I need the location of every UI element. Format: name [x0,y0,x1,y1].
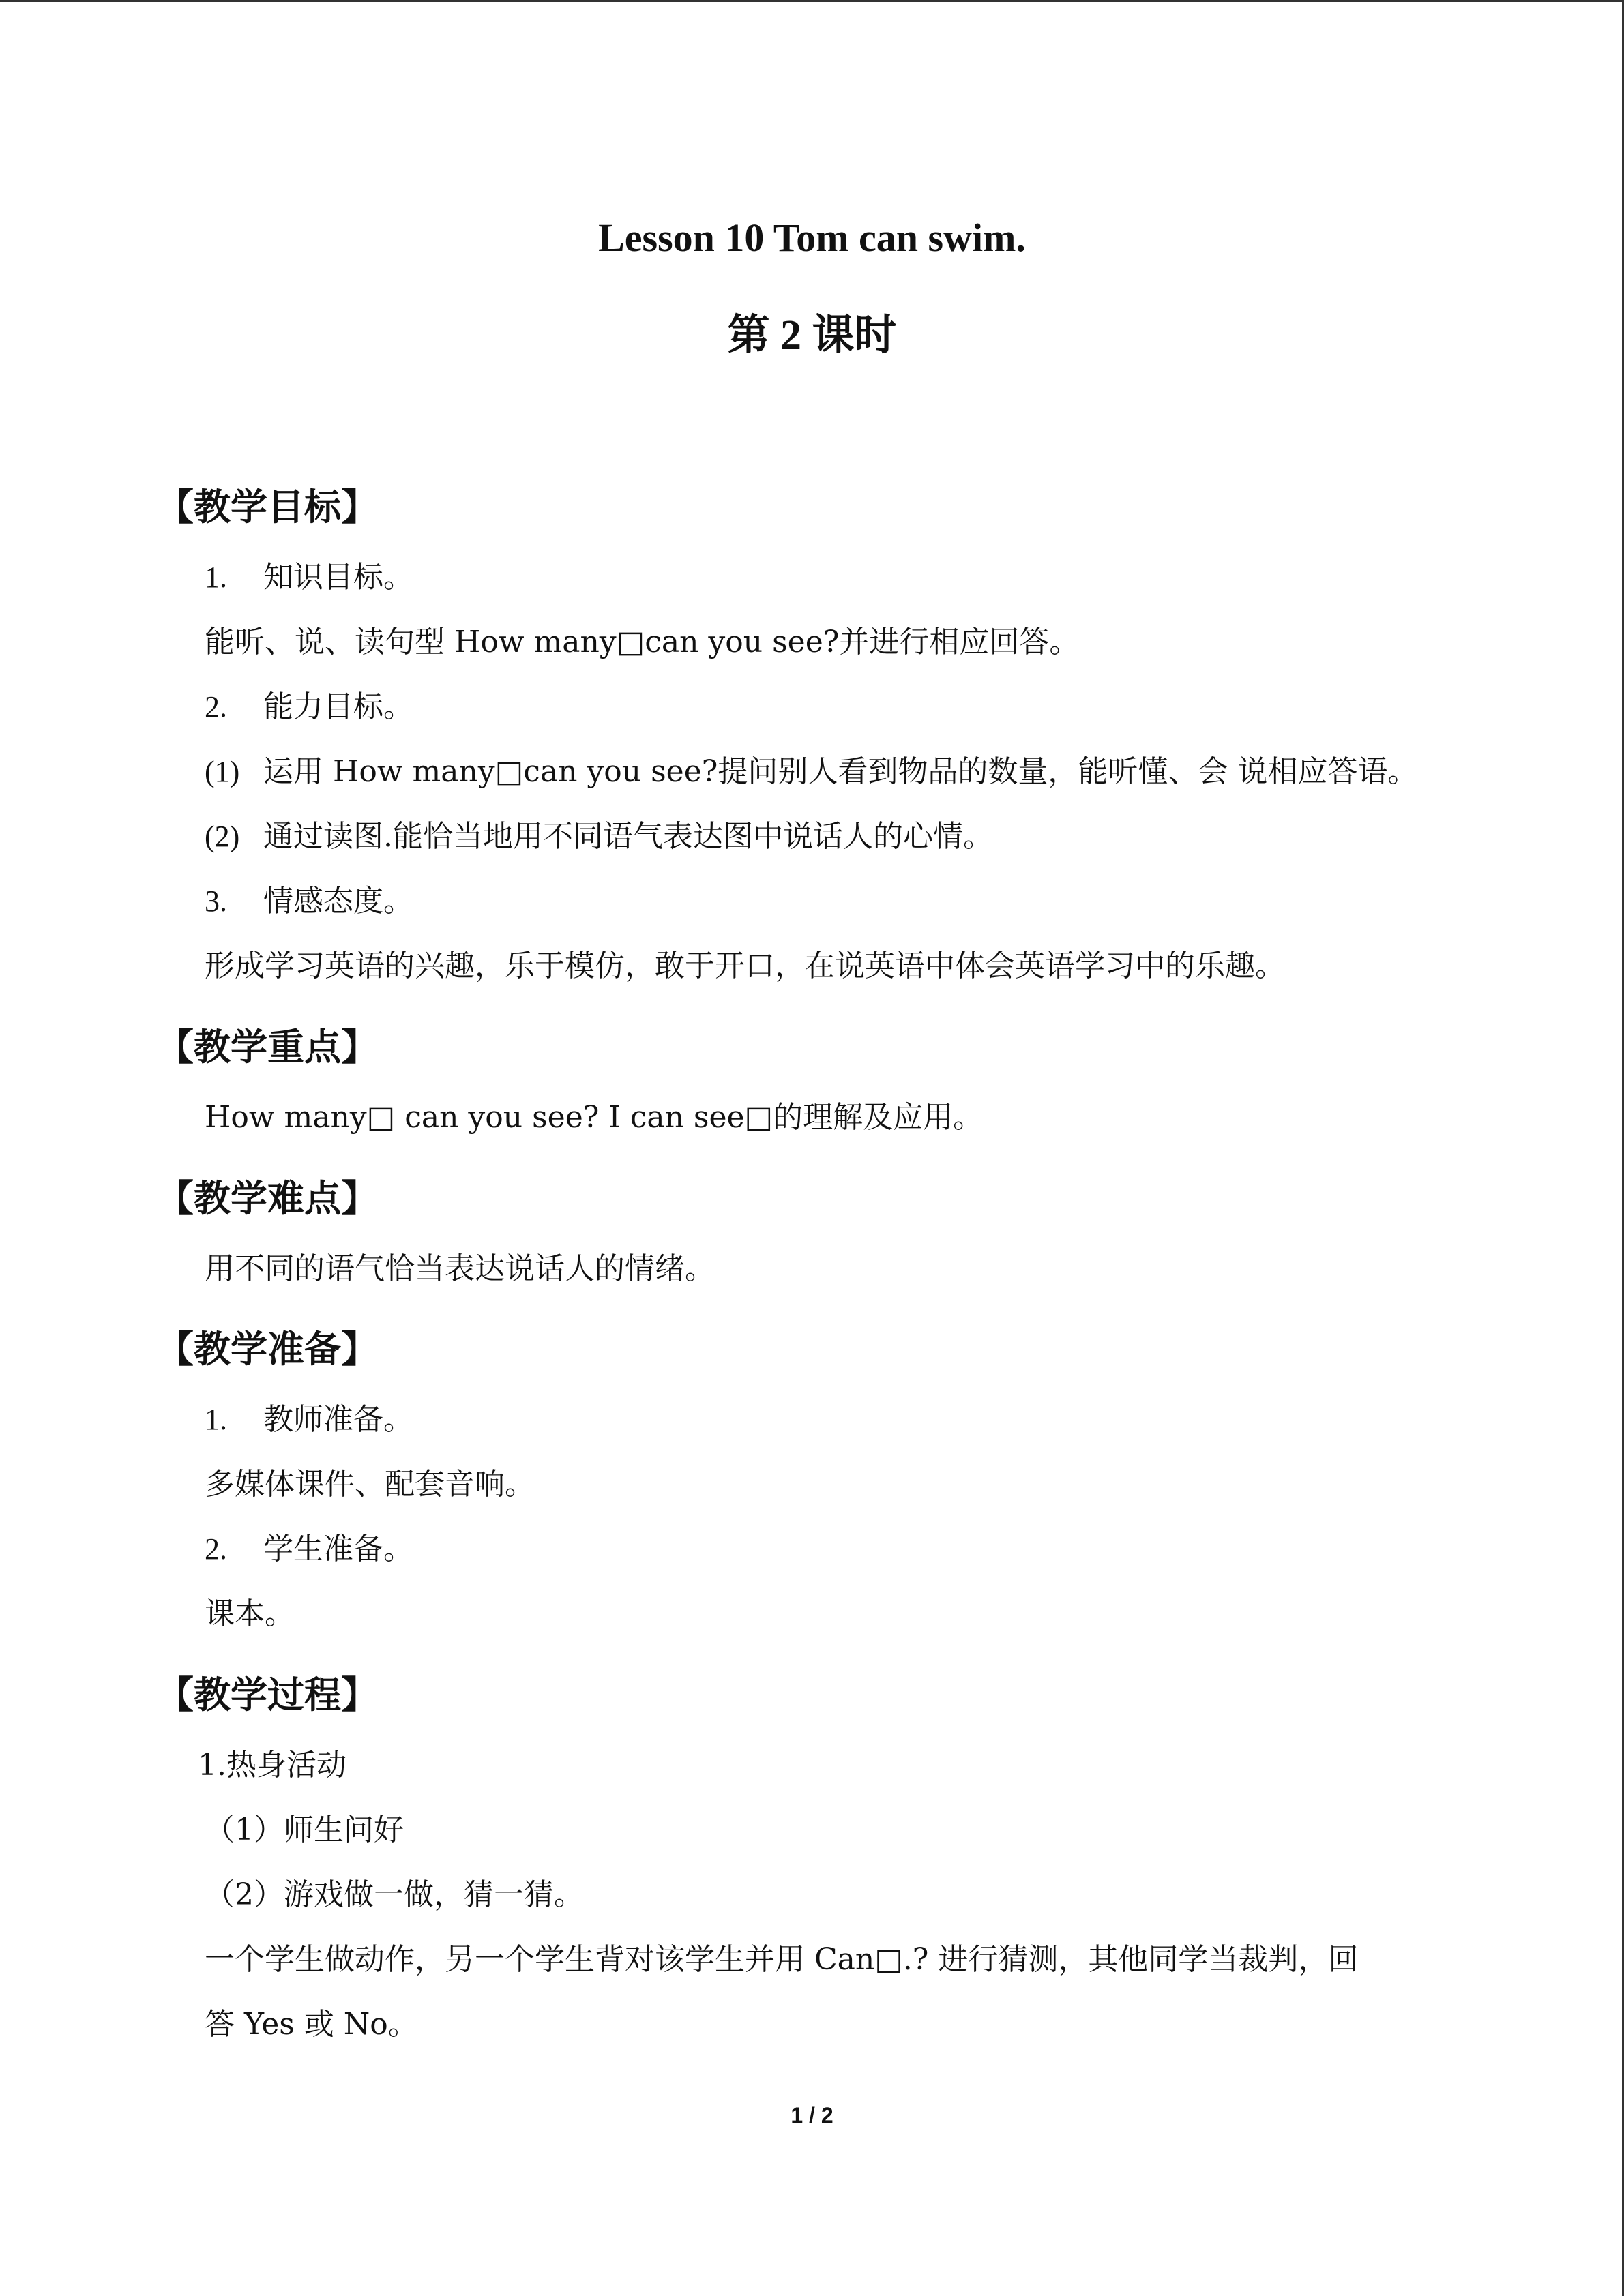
process-step-1-sub-2: （2）游戏做一做，猜一猜。 [205,1877,584,1912]
difficulties-heading: 【教学难点】 [157,1177,378,1220]
list-number: 1. [205,561,227,594]
process-step-1-sub-1: （1）师生问好 [205,1813,404,1847]
list-item-text: 教师准备。 [263,1402,413,1437]
list-number: (2) [205,820,240,853]
process-step-1: 1.热身活动 [198,1748,346,1783]
list-item-text: 通过读图.能恰当地用不同语气表达图中说话人的心情。 [263,819,993,854]
difficulties-body: 用不同的语气恰当表达说话人的情绪。 [205,1251,715,1286]
process-step-1-body-line-1: 一个学生做动作，另一个学生背对该学生并用 Can□.? 进行猜测，其他同学当裁判，回 [205,1942,1359,1977]
list-number: 3. [205,884,227,918]
objective-item-2-sub-1 [205,754,1417,790]
list-number: 2. [205,690,227,724]
objective-item-3 [205,884,413,920]
list-item-text: 知识目标。 [263,560,413,595]
key-points-heading: 【教学重点】 [157,1026,378,1069]
list-item-text: 情感态度。 [263,884,413,919]
objective-item-2 [205,689,413,726]
list-number: 2. [205,1532,227,1566]
document-title: Lesson 10 Tom can swim. [598,215,1026,260]
list-item-text: 能力目标。 [263,689,413,724]
process-heading: 【教学过程】 [157,1673,378,1716]
objectives-heading: 【教学目标】 [157,486,378,528]
list-item-text: 运用 How many□can you see?提问别人看到物品的数量，能听懂、会 说相应答语。 [263,754,1418,789]
list-number: 1. [205,1403,227,1436]
preparation-item-1-body: 多媒体课件、配套音响。 [205,1467,535,1502]
objective-item-1-body: 能听、说、读句型 How many□can you see?并进行相应回答。 [205,625,1080,659]
preparation-heading: 【教学准备】 [157,1328,378,1371]
objective-item-3-body: 形成学习英语的兴趣，乐于模仿，敢于开口，在说英语中体会英语学习中的乐趣。 [205,949,1285,983]
process-step-1-body-line-2: 答 Yes 或 No。 [205,2007,418,2042]
preparation-item-2 [205,1532,413,1568]
preparation-item-1 [205,1402,413,1438]
list-item-text: 学生准备。 [263,1532,413,1566]
preparation-item-2-body: 课本。 [205,1596,295,1631]
page-number: 1 / 2 [791,2103,833,2128]
list-number: (1) [205,755,240,788]
lesson-period-subtitle: 第 2 课时 [727,312,897,359]
objective-item-2-sub-2 [205,819,993,855]
key-points-body: How many□ can you see? I can see□的理解及应用。 [205,1100,984,1135]
objective-item-1 [205,560,413,596]
